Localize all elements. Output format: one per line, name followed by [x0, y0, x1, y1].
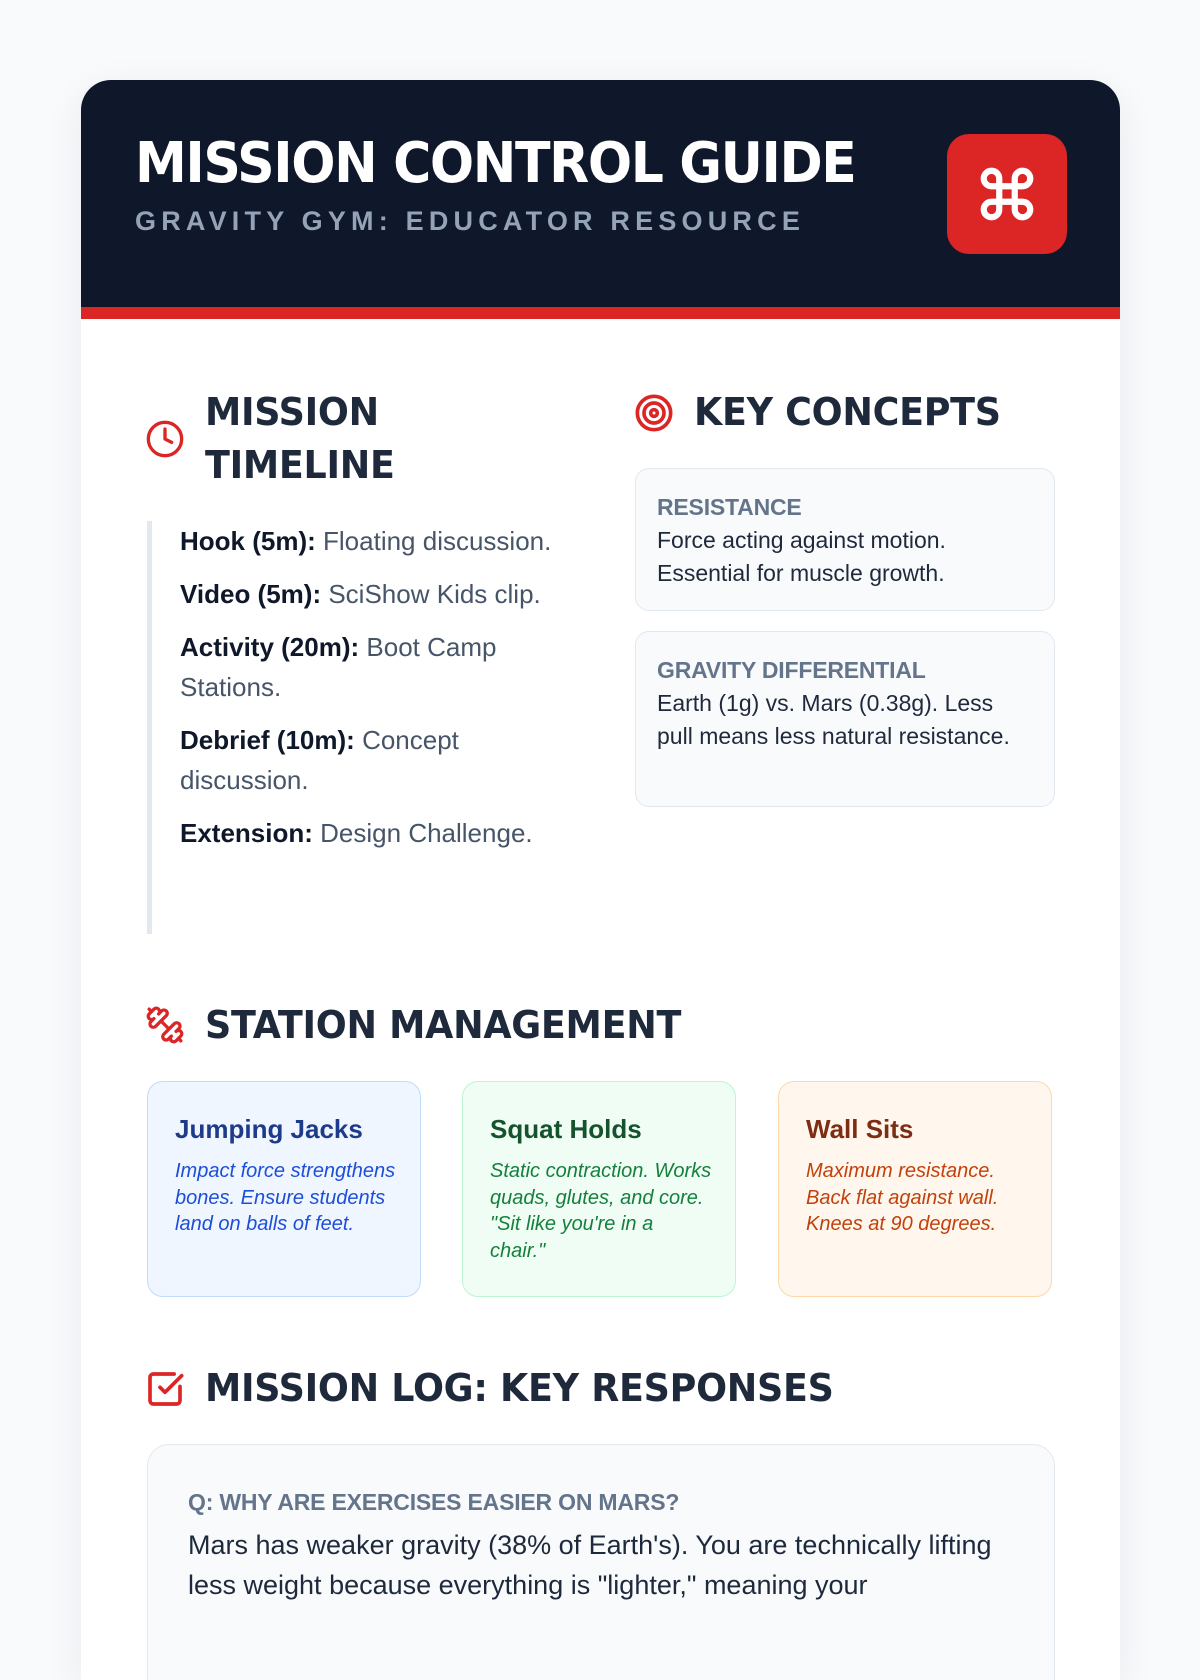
- timeline-item-label: Debrief (10m):: [180, 725, 355, 755]
- timeline-item-text: Floating discussion.: [323, 526, 552, 556]
- timeline-heading-line1: MISSION: [205, 390, 379, 434]
- station-title: Wall Sits: [806, 1114, 914, 1144]
- guide-card: [81, 80, 1120, 1680]
- timeline-item-text: Design Challenge.: [320, 818, 533, 848]
- timeline-list: [147, 521, 567, 934]
- target-icon: [634, 393, 674, 433]
- station-body: Static contraction. Works quads, glutes, and core. "Sit like you're in a chair.": [490, 1160, 712, 1262]
- log-response-card: [147, 1444, 1055, 1680]
- timeline-item: [180, 627, 560, 707]
- log-heading: MISSION LOG: KEY RESPONSES: [205, 1366, 834, 1410]
- timeline-item: [180, 521, 560, 561]
- timeline-item-label: Video (5m):: [180, 579, 322, 609]
- header: [81, 80, 1120, 307]
- concept-body: Force acting against motion. Essential for muscle growth.: [657, 527, 946, 586]
- timeline-item-text: Boot Camp Stations.: [180, 632, 497, 702]
- page-subtitle: GRAVITY GYM: EDUCATOR RESOURCE: [135, 206, 806, 236]
- station-card-wall-sits: [778, 1081, 1052, 1297]
- station-body: Maximum resistance. Back flat against wall. Knees at 90 degrees.: [806, 1160, 999, 1235]
- timeline-item-label: Hook (5m):: [180, 526, 316, 556]
- station-title: Squat Holds: [490, 1114, 642, 1144]
- checkbox-icon: [145, 1369, 185, 1409]
- command-badge: [947, 134, 1067, 254]
- station-body: Impact force strengthens bones. Ensure students land on balls of feet.: [175, 1160, 396, 1235]
- station-card-squat-holds: [462, 1081, 736, 1297]
- log-answer: Mars has weaker gravity (38% of Earth's). You are technically lifting less weight because everything is "lighter," meaning your: [188, 1530, 992, 1600]
- timeline-item-label: Activity (20m):: [180, 632, 360, 662]
- timeline-item: [180, 813, 560, 853]
- timeline-item-text: SciShow Kids clip.: [328, 579, 541, 609]
- station-card-jumping-jacks: [147, 1081, 421, 1297]
- header-accent-stripe: [81, 307, 1120, 319]
- concept-title: GRAVITY DIFFERENTIAL: [657, 657, 926, 683]
- concept-body: Earth (1g) vs. Mars (0.38g). Less pull means less natural resistance.: [657, 690, 1010, 749]
- stations-heading: STATION MANAGEMENT: [205, 1003, 682, 1047]
- timeline-heading: [205, 386, 395, 492]
- log-question: Q: WHY ARE EXERCISES EASIER ON MARS?: [188, 1489, 680, 1515]
- concept-title: RESISTANCE: [657, 494, 802, 520]
- concept-card-resistance: [635, 468, 1055, 611]
- command-icon: [976, 163, 1038, 225]
- timeline-item: [180, 574, 560, 614]
- timeline-item-text: Concept discussion.: [180, 725, 459, 795]
- timeline-item-label: Extension:: [180, 818, 313, 848]
- timeline-heading-line2: TIMELINE: [205, 443, 395, 487]
- timeline-item: [180, 720, 560, 800]
- page-title: MISSION CONTROL GUIDE: [135, 131, 856, 196]
- dumbbell-icon: [145, 1005, 185, 1045]
- station-title: Jumping Jacks: [175, 1114, 363, 1144]
- concepts-heading: KEY CONCEPTS: [694, 390, 1001, 434]
- concept-card-gravity-differential: [635, 631, 1055, 807]
- clock-icon: [145, 419, 185, 459]
